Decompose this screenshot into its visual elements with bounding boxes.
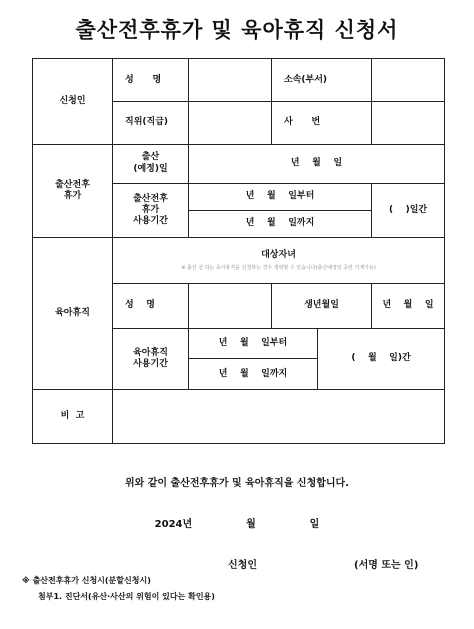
applicant-dept-field[interactable] — [372, 59, 445, 102]
applicant-position-field[interactable] — [189, 102, 272, 144]
footnote-maternity: ※ 출산전후휴가 신청시(분할신청시) — [22, 576, 151, 585]
target-child-note: ※ 출산 전 하는 육아휴직을 신청하는 경우 생략할 수 있습니다(출산예정일 공란 기재가능) — [181, 265, 376, 272]
applicant-employee-no-field[interactable] — [372, 102, 445, 144]
parental-leave-header: 육아휴직 — [33, 238, 113, 390]
applicant-name-label: 성 명 — [113, 59, 189, 102]
applicant-name-field[interactable] — [189, 59, 272, 102]
signature-field[interactable]: (서명 또는 인) — [354, 560, 419, 571]
parental-end-field[interactable]: 년 월 일까지 — [189, 359, 318, 390]
maternity-period-label: 출산전후 휴가 사용기간 — [113, 183, 189, 238]
applicant-header: 신청인 — [33, 59, 113, 145]
parental-duration-field[interactable]: ( 월 일)간 — [318, 328, 445, 390]
due-date-field[interactable]: 년 월 일 — [189, 144, 445, 183]
target-child-header: 대상자녀 — [261, 249, 296, 260]
maternity-days-field[interactable]: ( )일간 — [372, 183, 445, 238]
application-form-table — [32, 58, 445, 444]
applicant-employee-no-label: 사 번 — [272, 102, 372, 144]
parental-start-field[interactable]: 년 월 일부터 — [189, 328, 318, 359]
remarks-label: 비 고 — [33, 390, 113, 444]
child-name-label: 성 명 — [113, 284, 189, 329]
child-birth-field[interactable]: 년 월 일 — [372, 284, 445, 329]
parental-period-label: 육아휴직 사용기간 — [113, 328, 189, 390]
maternity-start-field[interactable]: 년 월 일부터 — [189, 183, 372, 210]
application-date[interactable]: 2024년 월 일 — [154, 519, 320, 530]
applicant-signature-label: 신청인 — [228, 560, 257, 571]
applicant-position-label: 직위(직급) — [113, 102, 189, 144]
child-birth-label: 생년월일 — [272, 284, 372, 329]
applicant-dept-label: 소속(부서) — [272, 59, 372, 102]
maternity-end-field[interactable]: 년 월 일까지 — [189, 210, 372, 237]
footnote-attachment: 첨부1. 진단서(유산·사산의 위험이 있다는 확인용) — [38, 592, 215, 601]
remarks-field[interactable] — [113, 390, 445, 444]
maternity-leave-header: 출산전후 휴가 — [33, 144, 113, 238]
due-date-label: 출산 (예정)일 — [113, 144, 189, 183]
document-title: 출산전후휴가 및 육아휴직 신청서 — [75, 18, 399, 42]
target-child-cell — [113, 238, 445, 284]
application-statement: 위와 같이 출산전후휴가 및 육아휴직을 신청합니다. — [124, 478, 350, 489]
child-name-field[interactable] — [189, 284, 272, 329]
